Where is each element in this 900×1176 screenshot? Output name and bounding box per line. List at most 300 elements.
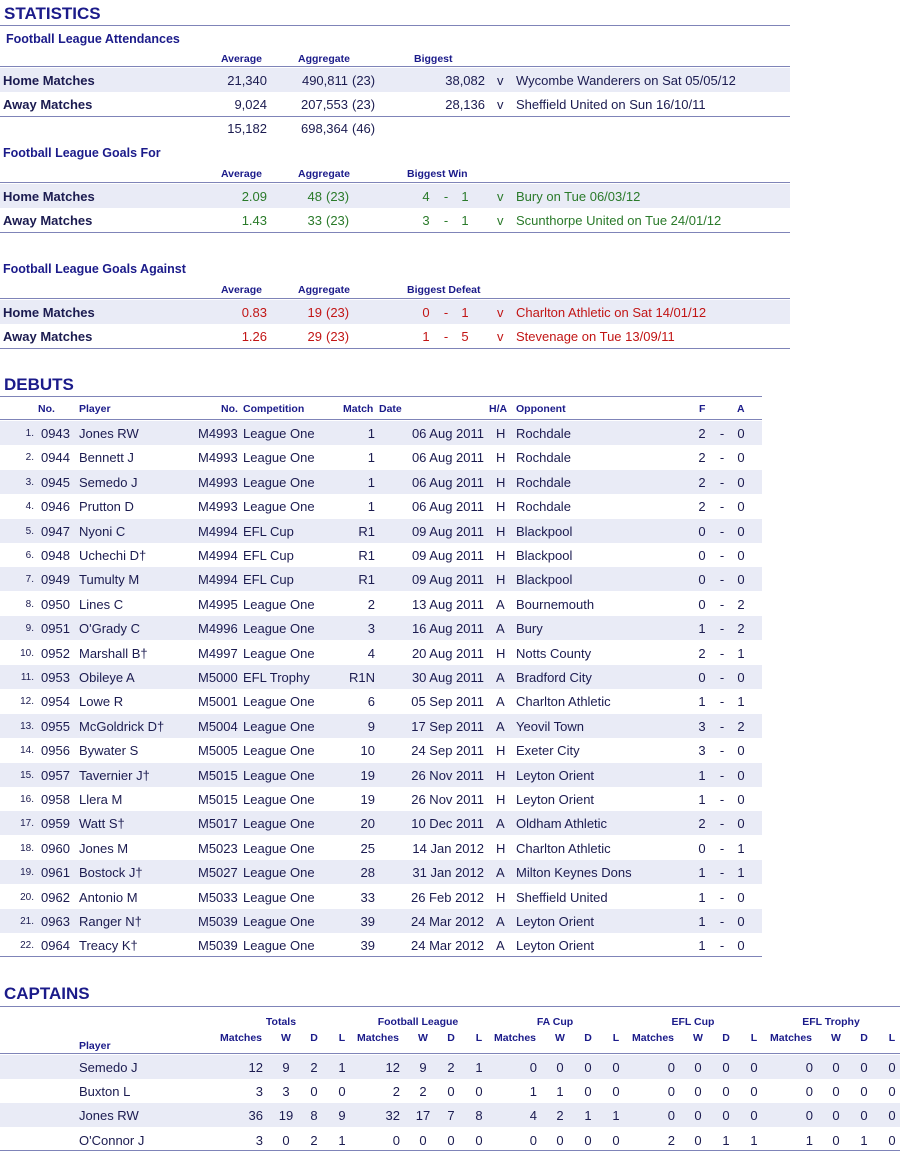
captains-title: CAPTAINS bbox=[4, 984, 90, 1003]
debut-date: 06 Aug 2011 bbox=[411, 426, 484, 441]
debut-goals-for: 1 bbox=[698, 914, 706, 929]
average-header: Average bbox=[220, 284, 262, 296]
debut-index: 21. bbox=[20, 916, 34, 927]
debut-player: Watt S† bbox=[79, 816, 125, 832]
captain-stat: 0 bbox=[860, 1060, 868, 1075]
debut-home-away: A bbox=[496, 670, 505, 685]
versus: v bbox=[497, 305, 504, 320]
versus: v bbox=[497, 189, 504, 204]
debut-goals-against: 0 bbox=[737, 767, 745, 783]
average-value: 1.43 bbox=[241, 213, 267, 228]
debut-date: 30 Aug 2011 bbox=[411, 670, 484, 685]
captain-stat: 0 bbox=[310, 1084, 318, 1100]
debut-match-number: M5005 bbox=[198, 743, 238, 759]
debut-match: 19 bbox=[360, 767, 375, 783]
average-header: Average bbox=[220, 168, 262, 180]
captain-subheader: Matches bbox=[631, 1032, 674, 1044]
debut-goals-against: 0 bbox=[737, 523, 745, 539]
captain-stat: 1 bbox=[750, 1132, 758, 1148]
debut-opponent: Rochdale bbox=[516, 474, 571, 490]
biggest-detail: Wycombe Wanderers on Sat 05/05/12 bbox=[516, 73, 736, 88]
debut-opponent: Oldham Athletic bbox=[516, 816, 608, 832]
debut-dash: - bbox=[719, 670, 725, 685]
debut-home-away: H bbox=[496, 889, 506, 905]
biggest-win-header: Biggest Win bbox=[407, 168, 468, 180]
debut-dash: - bbox=[719, 572, 725, 588]
captain-group-header: EFL Trophy bbox=[802, 1016, 860, 1028]
captain-stat: 17 bbox=[415, 1108, 431, 1124]
debut-goals-for: 2 bbox=[698, 474, 706, 490]
debut-player-header: Player bbox=[79, 403, 111, 415]
divider bbox=[0, 396, 762, 397]
debut-date: 09 Aug 2011 bbox=[411, 548, 484, 563]
debut-goals-for: 1 bbox=[698, 938, 706, 954]
captain-stat: 0 bbox=[722, 1060, 730, 1075]
aggregate-count: (23) bbox=[326, 213, 350, 228]
row-label: Away Matches bbox=[3, 97, 93, 112]
captain-stat: 0 bbox=[584, 1060, 592, 1075]
debut-goals-for: 2 bbox=[698, 816, 706, 832]
captain-stat: 3 bbox=[282, 1084, 290, 1100]
debut-opponent: Notts County bbox=[516, 645, 592, 661]
debut-opponent: Milton Keynes Dons bbox=[516, 865, 632, 881]
captain-stat: 0 bbox=[694, 1108, 702, 1124]
captain-stat: 0 bbox=[667, 1060, 675, 1075]
debut-goals-for: 0 bbox=[698, 840, 706, 856]
debut-match: 28 bbox=[360, 865, 375, 881]
debut-goals-for: 0 bbox=[698, 670, 706, 685]
debut-competition: League One bbox=[243, 499, 315, 515]
debut-number: 0964 bbox=[41, 938, 70, 954]
debut-player: Uchechi D† bbox=[79, 548, 147, 563]
captain-group-header: Totals bbox=[265, 1016, 297, 1028]
debut-date: 31 Jan 2012 bbox=[412, 865, 484, 881]
debut-goals-against: 2 bbox=[737, 596, 745, 612]
captain-subheader: D bbox=[860, 1032, 868, 1044]
captain-stat: 0 bbox=[447, 1084, 455, 1100]
debut-player: Marshall B† bbox=[79, 645, 148, 661]
debut-date: 26 Nov 2011 bbox=[411, 792, 484, 807]
debut-competition: EFL Cup bbox=[243, 548, 294, 563]
goals-against-title: Football League Goals Against bbox=[3, 262, 186, 276]
biggest-header: Biggest bbox=[414, 53, 453, 65]
debuts-title: DEBUTS bbox=[4, 375, 74, 394]
captain-player-header: Player bbox=[79, 1040, 111, 1052]
debut-date: 06 Aug 2011 bbox=[411, 474, 484, 490]
captain-subheader: Matches bbox=[493, 1032, 536, 1044]
captain-stat: 0 bbox=[612, 1084, 620, 1100]
captain-stat: 0 bbox=[832, 1108, 840, 1124]
captain-stat: 0 bbox=[419, 1132, 427, 1148]
debut-player: Obileye A bbox=[79, 670, 135, 685]
debut-home-away: A bbox=[496, 621, 505, 637]
debut-match-number: M5017 bbox=[198, 816, 238, 832]
debut-number: 0948 bbox=[41, 548, 70, 563]
debut-dash: - bbox=[719, 718, 725, 734]
debut-match: 39 bbox=[360, 914, 375, 929]
debut-index: 1. bbox=[25, 428, 34, 439]
attendance-total-average: 15,182 bbox=[227, 121, 267, 136]
captain-stat: 32 bbox=[385, 1108, 400, 1124]
average-value: 1.26 bbox=[241, 329, 267, 344]
debut-match: 20 bbox=[360, 816, 375, 832]
captain-player: Jones RW bbox=[79, 1108, 139, 1124]
debut-dash: - bbox=[719, 474, 725, 490]
debut-match-number: M5039 bbox=[198, 938, 238, 954]
debut-goals-for: 0 bbox=[698, 523, 706, 539]
debut-number: 0957 bbox=[41, 767, 70, 783]
divider bbox=[0, 25, 790, 26]
debut-home-away: A bbox=[496, 694, 505, 710]
biggest-value: 38,082 bbox=[445, 73, 485, 88]
debut-date: 14 Jan 2012 bbox=[412, 840, 484, 856]
debut-index: 18. bbox=[20, 842, 34, 854]
versus: v bbox=[497, 213, 504, 228]
row-label: Away Matches bbox=[3, 213, 93, 228]
debut-match-number: M4997 bbox=[198, 645, 238, 661]
debut-date: 05 Sep 2011 bbox=[411, 694, 484, 710]
debut-match: 6 bbox=[367, 694, 375, 710]
debut-match: 1 bbox=[367, 450, 375, 466]
debut-number: 0959 bbox=[41, 816, 70, 832]
debut-index: 10. bbox=[20, 647, 34, 659]
aggregate-count: (23) bbox=[326, 189, 350, 204]
debut-competition: EFL Cup bbox=[243, 572, 294, 588]
score-for: 0 bbox=[422, 305, 430, 320]
divider bbox=[0, 956, 762, 957]
debut-match-number: M5027 bbox=[198, 865, 238, 881]
debut-opponent: Rochdale bbox=[516, 426, 571, 441]
debut-index: 16. bbox=[20, 794, 34, 805]
captain-subheader: Matches bbox=[219, 1032, 262, 1044]
captain-stat: 0 bbox=[475, 1132, 483, 1148]
divider bbox=[0, 419, 762, 420]
divider bbox=[0, 1006, 900, 1007]
debut-goals-for: 0 bbox=[698, 572, 706, 588]
debut-goals-against: 0 bbox=[737, 792, 745, 807]
debut-f-header: F bbox=[699, 403, 706, 415]
captain-stat: 19 bbox=[278, 1108, 294, 1124]
aggregate-count: (23) bbox=[352, 73, 376, 88]
debut-number: 0949 bbox=[41, 572, 70, 588]
debut-index: 2. bbox=[25, 452, 34, 464]
debut-match-number: M5033 bbox=[198, 889, 238, 905]
captain-stat: 9 bbox=[338, 1108, 346, 1124]
debut-dash: - bbox=[719, 450, 725, 466]
debut-goals-for: 2 bbox=[698, 426, 706, 441]
debut-home-away: H bbox=[496, 645, 506, 661]
score-dash: - bbox=[443, 329, 449, 344]
debut-date: 16 Aug 2011 bbox=[411, 621, 484, 637]
debut-goals-for: 1 bbox=[698, 792, 706, 807]
debut-match: 4 bbox=[367, 645, 375, 661]
captain-stat: 0 bbox=[392, 1132, 400, 1148]
captain-stat: 2 bbox=[556, 1108, 564, 1124]
debut-home-away: A bbox=[496, 816, 505, 832]
debut-opponent-header: Opponent bbox=[516, 403, 566, 415]
debut-home-away: A bbox=[496, 938, 505, 954]
debut-goals-against: 1 bbox=[737, 865, 745, 881]
debut-opponent: Bury bbox=[516, 621, 543, 637]
debut-match: 25 bbox=[360, 840, 375, 856]
debut-competition: League One bbox=[243, 816, 315, 832]
debut-competition: League One bbox=[243, 474, 315, 490]
debut-match-number: M4995 bbox=[198, 596, 238, 612]
captain-stat: 0 bbox=[750, 1060, 758, 1075]
debut-number: 0954 bbox=[41, 694, 70, 710]
biggest-defeat-header: Biggest Defeat bbox=[407, 284, 481, 296]
debut-opponent: Charlton Athletic bbox=[516, 694, 611, 710]
captain-stat: 0 bbox=[832, 1084, 840, 1100]
debut-dash: - bbox=[719, 499, 725, 515]
aggregate-header: Aggregate bbox=[298, 284, 350, 296]
divider bbox=[0, 182, 790, 183]
row-label: Home Matches bbox=[3, 189, 95, 204]
captain-stat: 12 bbox=[385, 1060, 400, 1075]
debut-competition: League One bbox=[243, 645, 315, 661]
debut-match: 9 bbox=[367, 718, 375, 734]
divider bbox=[0, 66, 790, 67]
aggregate-header: Aggregate bbox=[298, 53, 350, 65]
debut-match-number: M4996 bbox=[198, 621, 238, 637]
debut-dash: - bbox=[719, 865, 725, 881]
debut-match-number: M5004 bbox=[198, 718, 238, 734]
captain-subheader: L bbox=[338, 1032, 346, 1044]
debut-match-no-header: No. bbox=[221, 403, 238, 415]
score-against: 1 bbox=[461, 305, 469, 320]
captain-subheader: W bbox=[281, 1032, 291, 1044]
debut-number: 0944 bbox=[41, 450, 70, 466]
debut-dash: - bbox=[719, 548, 725, 563]
captain-stat: 0 bbox=[888, 1060, 896, 1075]
captain-stat: 0 bbox=[832, 1060, 840, 1075]
debut-match-number: M4994 bbox=[198, 523, 238, 539]
debut-index: 4. bbox=[25, 501, 34, 513]
captain-stat: 0 bbox=[694, 1060, 702, 1075]
captain-subheader: W bbox=[555, 1032, 565, 1044]
debut-number: 0955 bbox=[41, 718, 70, 734]
debut-opponent: Charlton Athletic bbox=[516, 840, 611, 856]
debut-number: 0950 bbox=[41, 596, 70, 612]
debut-home-away: H bbox=[496, 450, 506, 466]
debut-date-header: Date bbox=[379, 403, 402, 415]
debut-player: Antonio M bbox=[79, 889, 138, 905]
captain-stat: 0 bbox=[805, 1060, 813, 1075]
debut-goals-against: 0 bbox=[737, 474, 745, 490]
debut-goals-against: 0 bbox=[737, 499, 745, 515]
debut-goals-against: 2 bbox=[737, 621, 745, 637]
debut-goals-against: 0 bbox=[737, 743, 745, 759]
debut-competition: League One bbox=[243, 621, 315, 637]
debut-home-away: A bbox=[496, 718, 505, 734]
debut-match: R1N bbox=[348, 670, 375, 685]
debut-home-away: H bbox=[496, 499, 506, 515]
captain-stat: 0 bbox=[805, 1108, 813, 1124]
debut-match: 2 bbox=[367, 596, 375, 612]
aggregate-count: (23) bbox=[326, 329, 350, 344]
debut-player: Tavernier J† bbox=[79, 767, 150, 783]
debut-match-number: M5015 bbox=[198, 767, 238, 783]
debut-index: 11. bbox=[20, 672, 34, 683]
debut-date: 10 Dec 2011 bbox=[411, 816, 484, 832]
row-label: Away Matches bbox=[3, 329, 93, 344]
debut-goals-against: 0 bbox=[737, 548, 745, 563]
captain-stat: 0 bbox=[860, 1084, 868, 1100]
debut-date: 09 Aug 2011 bbox=[411, 572, 484, 588]
debut-date: 26 Feb 2012 bbox=[410, 889, 484, 905]
debut-number: 0962 bbox=[41, 889, 70, 905]
debut-ha-header: H/A bbox=[489, 403, 508, 415]
debut-player: Bostock J† bbox=[79, 865, 143, 881]
debut-goals-for: 1 bbox=[698, 889, 706, 905]
debut-match-number: M4993 bbox=[198, 474, 238, 490]
score-for: 3 bbox=[422, 213, 430, 228]
score-dash: - bbox=[443, 305, 449, 320]
captain-stat: 3 bbox=[255, 1084, 263, 1100]
debut-dash: - bbox=[719, 840, 725, 856]
debut-home-away: H bbox=[496, 523, 506, 539]
average-value: 2.09 bbox=[241, 189, 267, 204]
score-against: 1 bbox=[461, 189, 469, 204]
row-label: Home Matches bbox=[3, 305, 95, 320]
debut-player: Semedo J bbox=[79, 474, 138, 490]
average-value: 21,340 bbox=[227, 73, 267, 88]
score-dash: - bbox=[443, 189, 449, 204]
debut-player: Jones M bbox=[79, 840, 129, 856]
captain-stat: 0 bbox=[750, 1108, 758, 1124]
captain-stat: 0 bbox=[750, 1084, 758, 1100]
debut-goals-against: 1 bbox=[737, 694, 745, 710]
captain-stat: 0 bbox=[556, 1060, 564, 1075]
debut-competition: League One bbox=[243, 889, 315, 905]
debut-match-number: M5000 bbox=[198, 670, 238, 685]
captain-subheader: Matches bbox=[769, 1032, 812, 1044]
captain-stat: 1 bbox=[805, 1132, 813, 1148]
captain-stat: 0 bbox=[282, 1132, 290, 1148]
debut-match: R1 bbox=[358, 523, 375, 539]
debut-competition: League One bbox=[243, 865, 315, 881]
score-dash: - bbox=[443, 213, 449, 228]
debut-opponent: Exeter City bbox=[516, 743, 580, 759]
captain-subheader: Matches bbox=[356, 1032, 399, 1044]
captain-subheader: W bbox=[693, 1032, 703, 1044]
captain-stat: 1 bbox=[475, 1060, 483, 1075]
debut-dash: - bbox=[719, 743, 725, 759]
divider bbox=[0, 348, 790, 349]
aggregate-value: 33 bbox=[307, 213, 322, 228]
row-label: Home Matches bbox=[3, 73, 95, 88]
debut-goals-for: 2 bbox=[698, 499, 706, 515]
attendances-title: Football League Attendances bbox=[6, 32, 180, 46]
debut-dash: - bbox=[719, 523, 725, 539]
captain-stat: 0 bbox=[888, 1084, 896, 1100]
aggregate-value: 207,553 bbox=[301, 97, 348, 112]
debut-index: 7. bbox=[25, 574, 34, 586]
debut-player: Ranger N† bbox=[79, 914, 142, 929]
debut-opponent: Rochdale bbox=[516, 499, 571, 515]
aggregate-count: (23) bbox=[326, 305, 350, 320]
debut-match-header: Match bbox=[343, 403, 374, 415]
divider bbox=[0, 298, 790, 299]
debut-number: 0943 bbox=[41, 426, 70, 441]
captain-stat: 0 bbox=[475, 1084, 483, 1100]
captain-stat: 0 bbox=[667, 1108, 675, 1124]
debut-home-away: A bbox=[496, 596, 505, 612]
captain-group-header: Football League bbox=[377, 1016, 459, 1028]
debut-goals-for: 1 bbox=[698, 865, 706, 881]
debut-home-away: H bbox=[496, 474, 506, 490]
captain-subheader: D bbox=[310, 1032, 318, 1044]
debut-number: 0945 bbox=[41, 474, 70, 490]
divider bbox=[0, 116, 790, 117]
debut-goals-for: 0 bbox=[698, 596, 706, 612]
biggest-detail: Sheffield United on Sun 16/10/11 bbox=[516, 97, 706, 112]
versus: v bbox=[497, 329, 504, 344]
captain-stat: 0 bbox=[529, 1060, 537, 1075]
debut-date: 06 Aug 2011 bbox=[411, 499, 484, 515]
debut-goals-for: 1 bbox=[698, 621, 706, 637]
debut-home-away: A bbox=[496, 865, 505, 881]
goals-for-title: Football League Goals For bbox=[3, 146, 161, 160]
captain-subheader: D bbox=[722, 1032, 730, 1044]
aggregate-value: 48 bbox=[307, 189, 322, 204]
debut-player: McGoldrick D† bbox=[79, 718, 165, 734]
debut-dash: - bbox=[719, 914, 725, 929]
debut-goals-for: 1 bbox=[698, 767, 706, 783]
debut-goals-against: 0 bbox=[737, 816, 745, 832]
captain-stat: 9 bbox=[419, 1060, 427, 1075]
debut-player: Prutton D bbox=[79, 499, 134, 515]
debut-number: 0952 bbox=[41, 645, 70, 661]
captain-stat: 0 bbox=[338, 1084, 346, 1100]
debut-match: 19 bbox=[360, 792, 375, 807]
debut-match-number: M4994 bbox=[198, 548, 238, 563]
captain-stat: 0 bbox=[612, 1060, 620, 1075]
debut-player: Lowe R bbox=[79, 694, 124, 710]
debut-home-away: H bbox=[496, 743, 506, 759]
captain-stat: 0 bbox=[612, 1132, 620, 1148]
captain-stat: 0 bbox=[722, 1084, 730, 1100]
debut-home-away: H bbox=[496, 792, 506, 807]
debut-home-away: H bbox=[496, 767, 506, 783]
debut-competition: League One bbox=[243, 596, 315, 612]
debut-competition: League One bbox=[243, 743, 315, 759]
captain-stat: 2 bbox=[419, 1084, 427, 1100]
captain-stat: 1 bbox=[338, 1060, 346, 1075]
debut-number: 0947 bbox=[41, 523, 70, 539]
debut-match: R1 bbox=[358, 572, 375, 588]
debut-dash: - bbox=[719, 621, 725, 637]
debut-competition-header: Competition bbox=[243, 403, 305, 415]
debut-match: 1 bbox=[367, 499, 375, 515]
debut-dash: - bbox=[719, 694, 725, 710]
result-detail: Stevenage on Tue 13/09/11 bbox=[516, 329, 675, 344]
captain-stat: 2 bbox=[310, 1060, 318, 1075]
debut-index: 14. bbox=[20, 745, 34, 757]
captain-stat: 1 bbox=[556, 1084, 564, 1100]
captain-stat: 1 bbox=[612, 1108, 620, 1124]
debut-goals-for: 0 bbox=[698, 548, 706, 563]
debut-opponent: Leyton Orient bbox=[516, 792, 595, 807]
debut-index: 17. bbox=[20, 818, 34, 830]
captain-player: Buxton L bbox=[79, 1084, 131, 1100]
debut-opponent: Leyton Orient bbox=[516, 767, 595, 783]
divider bbox=[0, 232, 790, 233]
captain-stat: 36 bbox=[248, 1108, 263, 1124]
debut-player: Treacy K† bbox=[79, 938, 138, 954]
debut-home-away: A bbox=[496, 914, 505, 929]
debut-competition: League One bbox=[243, 840, 315, 856]
